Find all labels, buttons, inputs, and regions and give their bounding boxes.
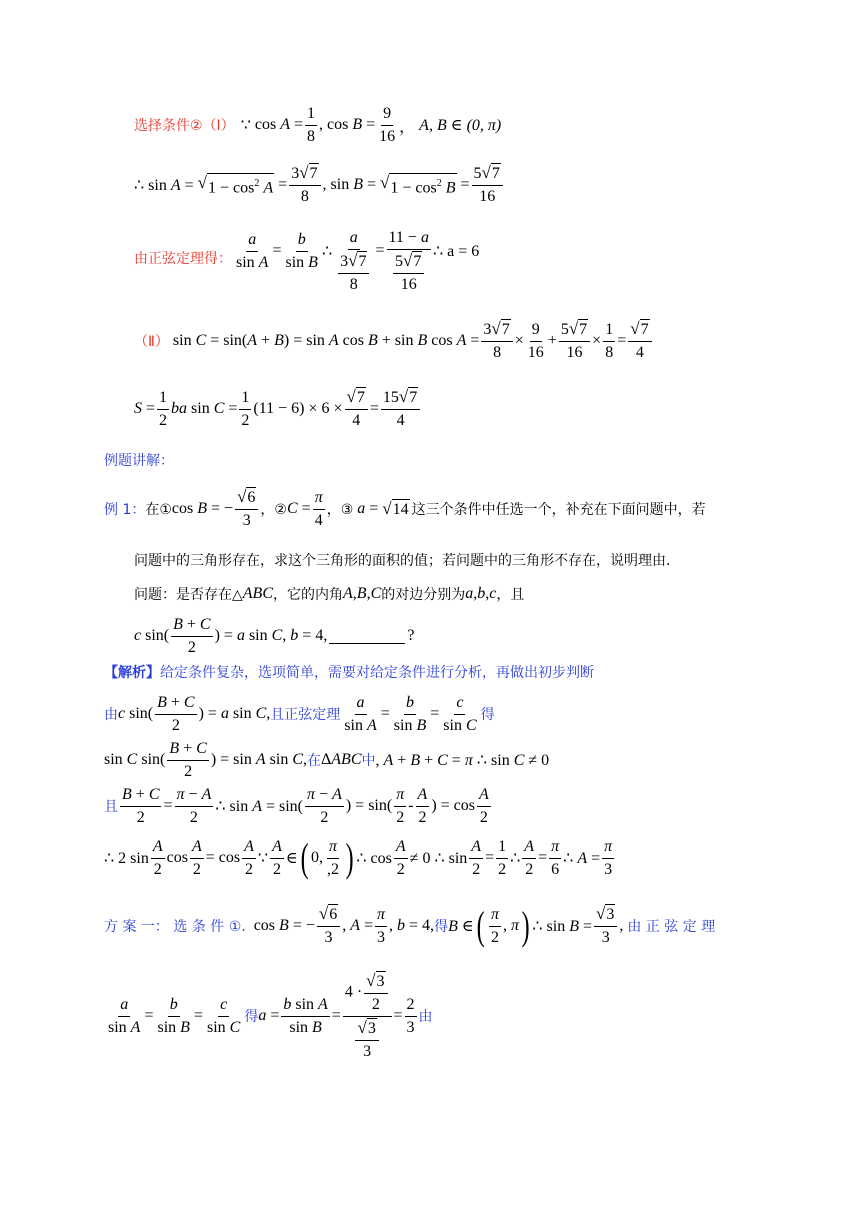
cond2-label: 选择条件②（Ⅰ） bbox=[134, 118, 235, 134]
example1-line2: 问题中的三角形存在，求这个三角形的面积的值；若问题中的三角形不存在，说明理由. bbox=[134, 553, 671, 569]
frac-1-8: $\frac{1}{8}$ bbox=[307, 104, 316, 145]
part2-label: （Ⅱ） bbox=[134, 334, 169, 350]
analysis-line3: 且 $\frac{B + C}{2}$ = $\frac{\pi - A}{2}$ ∴ sin A = sin( $\frac{\pi - A}{2}$ ) = sin( $\frac{\pi}{2}$ - $\frac{A}{2}$ ) = cos $\frac{A}{2}$ bbox=[104, 785, 489, 826]
analysis-line2: sin C sin( $\frac{B + C}{2}$ ) = sin A sin C, 在 ΔABC 中 , A + B + C = π ∴ sin C ≠ 0 bbox=[104, 739, 550, 780]
area-line: S = $\frac{1}{2}$ ba sin C = $\frac{1}{2}$ (11 − 6) × 6 × √ 7 4 = 15 √ 7 4 bbox=[134, 384, 422, 434]
result-a: ∴ a = 6 bbox=[432, 243, 480, 260]
sine-rule-line: 由正弦定理得： $\frac{a}{\text{sin A}}$ = $\frac{b}{\text{sin B}}$ ∴ a 3 √ 7 8 = 11 − a 5 √ 7 16 ∴ a = 6 bbox=[134, 228, 480, 293]
frac-9-16: $\frac{9}{16}$ bbox=[379, 104, 396, 145]
example1-line: 例 1： 在① cos B = − √ 6 3 ，② C = $\frac{\pi}{4}$ ，③ a = √ 14 这三个条件中任选一个，补充在下面问题中，若 bbox=[104, 487, 706, 529]
blank-fill[interactable] bbox=[329, 629, 405, 644]
part2-line: （Ⅱ） sin C = sin(A + B) = sin A cos B + sin B cos A = 3 √ 7 8 × $\frac{9}{16}$ + 5 √ 7 16 × $\frac{1}{8}$ = √ 7 4 bbox=[134, 316, 654, 366]
analysis-line1: 由 c sin( $\frac{B + C}{2}$ ) = a sin C, 且正弦定理 $\frac{a}{\text{sin A}}$ = $\frac{b}{\text{sin B}}$ = $\frac{c}{\text{sin C}}$ 得 bbox=[104, 693, 495, 734]
example1-line4: c sin( $\frac{B + C}{2}$ ) = a sin C, b = 4, ? bbox=[134, 615, 415, 656]
sine-rule-label: 由正弦定理得： bbox=[134, 251, 232, 267]
example1-label: 例 1： bbox=[104, 502, 146, 518]
plan1-label: 方 案 一： 选 条 件 ①. bbox=[104, 919, 246, 935]
analysis-line4: ∴ 2 sin $\frac{A}{2}$ cos $\frac{A}{2}$ = cos $\frac{A}{2}$ ∵ $\frac{A}{2}$ ∈ ( 0, $\frac{\pi}{,2}$ ) ∴ cos $\frac{A}{2}$ ≠ 0 ∴ sin $\frac{A}{2}$ = $\frac{1}{2}$ ∴ $\frac{A}{2}$ = $\frac{\pi}{6}$ ∴ A = $\frac{\pi}{3}$ bbox=[104, 835, 613, 880]
sin-values-line: ∴ sin A = √ $1 - \cos^2 A$ = 3 √ 7 8 , sin B = √ $1 - \cos^2 B$ = 5 √ 7 16 bbox=[134, 160, 505, 210]
section-title: 例题讲解： bbox=[104, 453, 174, 469]
example1-text: 这三个条件中任选一个，补充在下面问题中，若 bbox=[411, 502, 706, 518]
cond2-line: 选择条件②（Ⅰ） ∵ cos A = $\frac{1}{8}$ , cos B = $\frac{9}{16}$ ， A, B ∈ (0, π) bbox=[134, 104, 502, 145]
analysis-label: 【解析】 bbox=[104, 665, 160, 681]
plan1-line2: $\frac{a}{\text{sin A}}$ = $\frac{b}{\text{sin B}}$ = $\frac{c}{\text{sin C}}$ 得 a = $\frac{\text{b sin A}}{\text{sin B}}$ = 4 · √ 3 2 √ 3 3 = $\frac{2}{3}$ 由 bbox=[108, 970, 433, 1060]
because-symbol: ∵ bbox=[240, 117, 251, 134]
set-expr: A, B ∈ (0, π) bbox=[419, 117, 502, 134]
example1-line3: 问题：是否存在△ ABC ，它的内角 A , B , C 的对边分别为 a , b , c ，且 bbox=[134, 585, 525, 603]
analysis-line bbox=[104, 660, 594, 684]
analysis-text: 给定条件复杂，选项简单，需要对给定条件进行分析，再做出初步判断 bbox=[160, 665, 594, 681]
plan1-line: 方 案 一： 选 条 件 ①. cos B = − √ 6 3 , A = $\frac{\pi}{3}$ , b = 4, 得 B ∈ ( $\frac{\pi}{2}$ , π ) ∴ sin B = √ 3 3 , 由 正 弦 定 理 bbox=[104, 903, 716, 948]
